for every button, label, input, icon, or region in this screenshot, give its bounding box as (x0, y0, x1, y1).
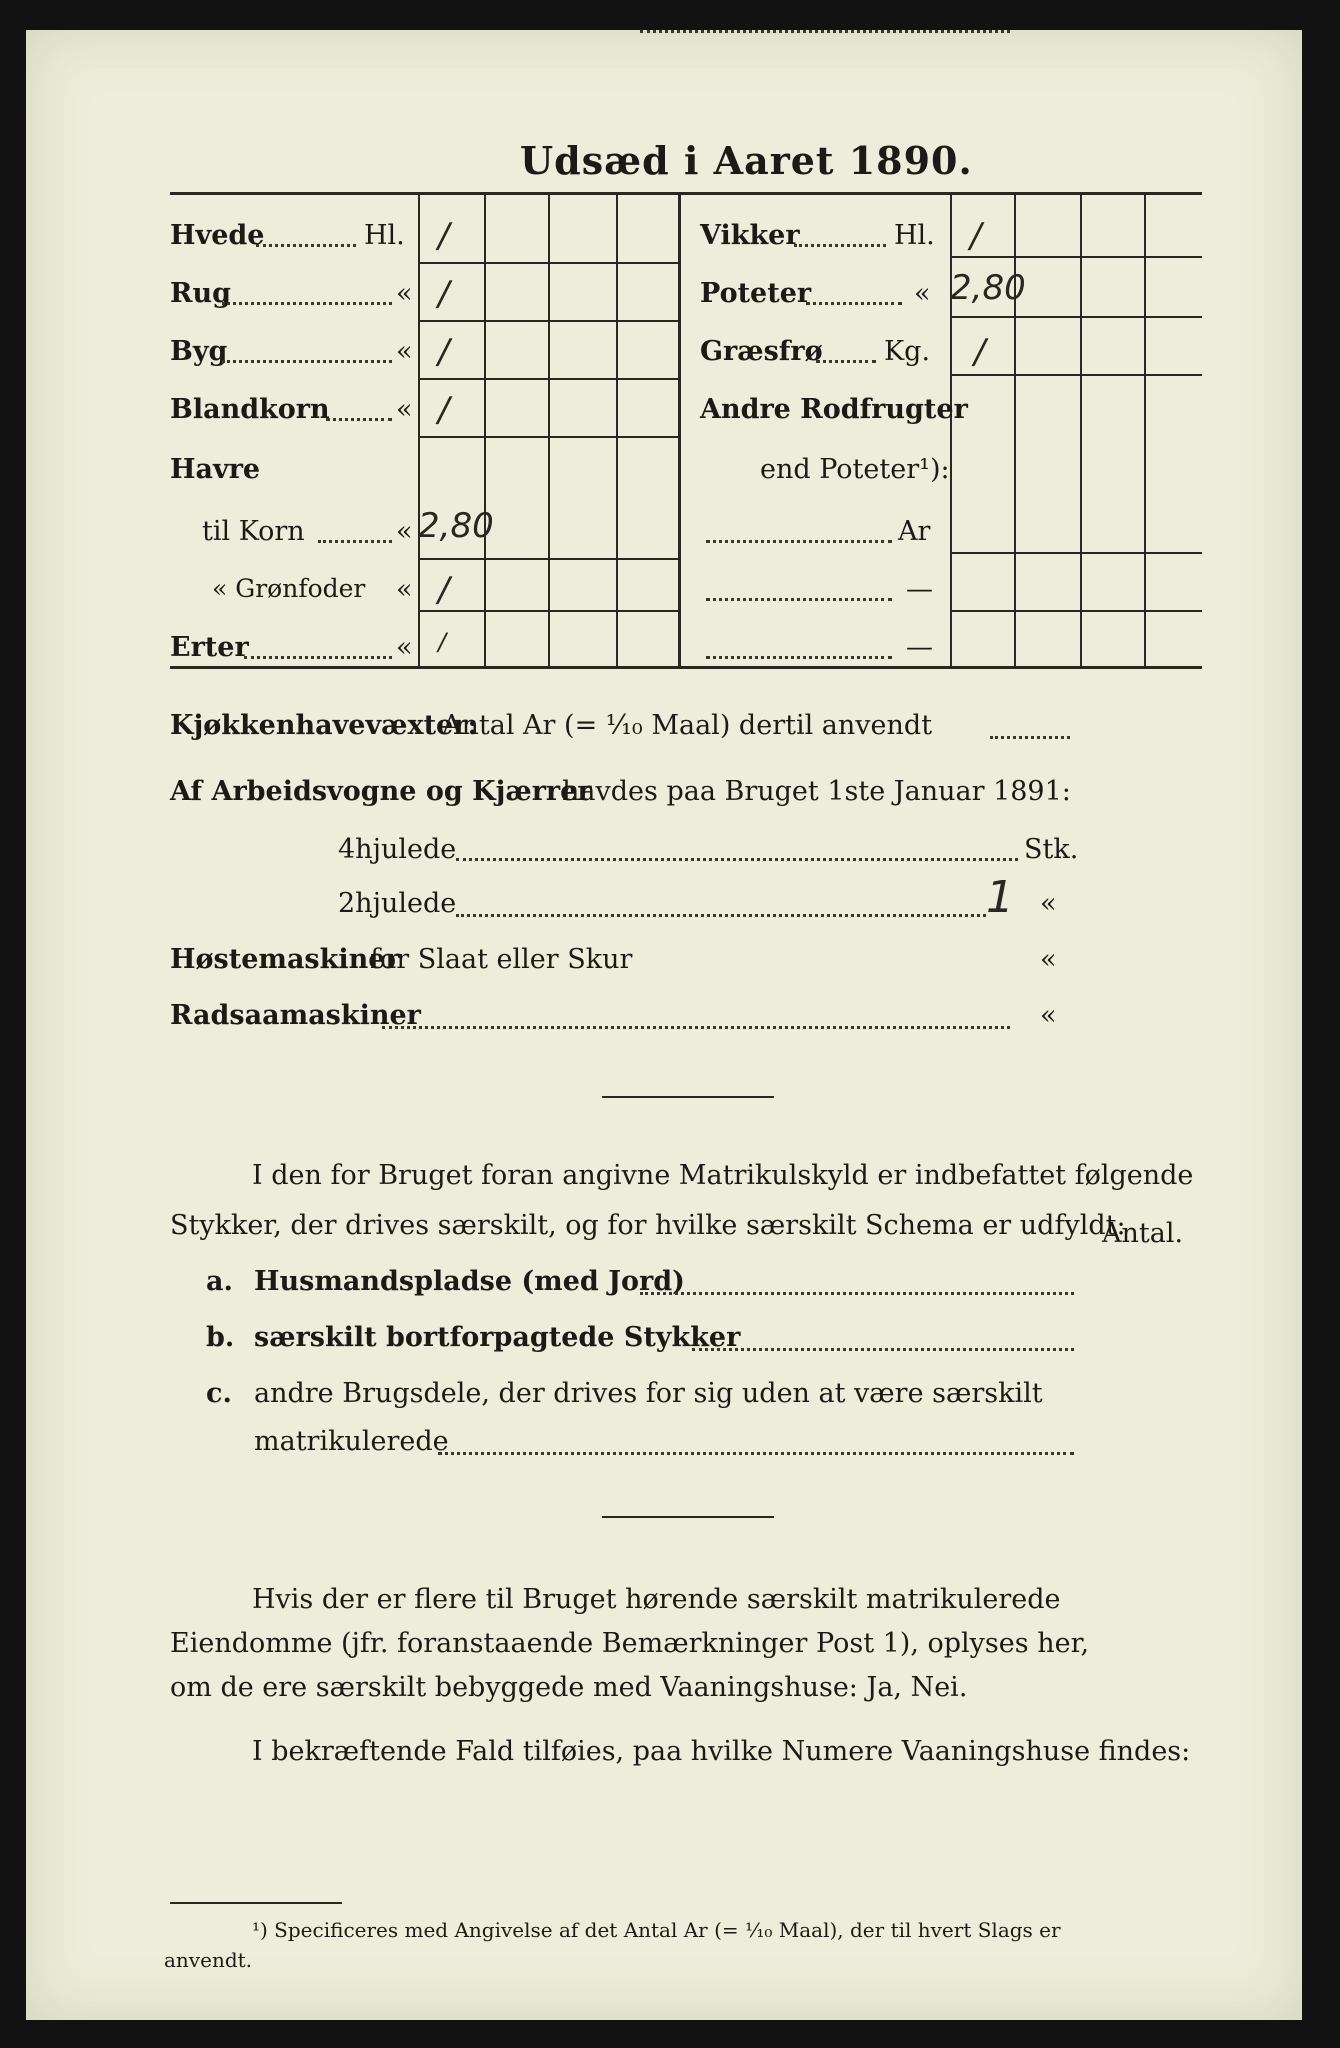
unit-label: « (1040, 944, 1057, 975)
item-letter: b. (206, 1322, 235, 1353)
item-letter: c. (206, 1378, 232, 1409)
crop-label: Andre Rodfrugter (700, 394, 968, 425)
hvis-line-2: Eiendomme (jfr. foranstaaende Bemærkninger Post 1), oplyses her, (170, 1628, 1090, 1659)
arbeids-text: havdes paa Bruget 1ste Januar 1891: (562, 776, 1071, 807)
unit-label: Ar (898, 516, 931, 547)
crop-label: Vikker (700, 220, 800, 251)
unit-label: « (396, 632, 413, 663)
table-col-divider (1080, 194, 1082, 666)
unit-label: « (396, 278, 413, 309)
unit-label: « (396, 574, 413, 605)
table-col-divider (418, 194, 420, 666)
crop-label: Poteter (700, 278, 812, 309)
handwritten-value: 2,80 (950, 268, 1026, 308)
unit-label: Hl. (364, 220, 405, 251)
crop-label: Havre (170, 454, 261, 485)
matrikul-line-2: Stykker, der drives særskilt, og for hvilke særskilt Schema er udfyldt: (170, 1210, 1126, 1241)
section-divider (602, 1096, 774, 1098)
item-letter: a. (206, 1266, 233, 1297)
unit-label: « (1040, 1000, 1057, 1031)
table-col-divider (950, 194, 952, 666)
crop-label: Erter (170, 632, 249, 663)
hoste-bold-label: Høstemaskiner (170, 944, 400, 975)
antal-header: Antal. (1102, 1218, 1184, 1249)
handwritten-value: ∕ (438, 332, 450, 372)
table-bottom-rule (170, 666, 1202, 669)
crop-label: Byg (170, 336, 228, 367)
table-col-divider (548, 194, 550, 666)
handwritten-value: ∕ (438, 216, 450, 256)
handwritten-value: ∕ (438, 628, 447, 656)
crop-label: Rug (170, 278, 231, 309)
crop-label: til Korn (202, 516, 305, 547)
table-col-divider (1144, 194, 1146, 666)
handwritten-value: ∕ (438, 274, 450, 314)
kjokken-bold-label: Kjøkkenhavevæxter: (170, 710, 478, 741)
crop-label: « Grønfoder (212, 574, 366, 603)
kjokken-text: Antal Ar (= ¹⁄₁₀ Maal) dertil anvendt (442, 710, 933, 741)
unit-label: — (906, 632, 933, 663)
item-c-line-2: matrikulerede (254, 1426, 449, 1457)
section-divider (602, 1516, 774, 1518)
handwritten-value: ∕ (438, 390, 450, 430)
handwritten-value: ∕ (974, 332, 986, 372)
vogn-label: 2hjulede (338, 888, 457, 919)
crop-label: end Poteter¹): (760, 454, 950, 485)
arbeids-bold-label: Af Arbeidsvogne og Kjærrer (170, 776, 592, 807)
footnote-line-2: anvendt. (164, 1948, 253, 1972)
table-top-rule (170, 192, 1202, 195)
table-col-divider (1014, 194, 1016, 666)
crop-label: Græsfrø (700, 336, 823, 367)
handwritten-value: 1 (986, 872, 1014, 923)
unit-label: « (1040, 888, 1057, 919)
handwritten-value: ∕ (970, 216, 982, 256)
item-text: Husmandspladse (med Jord) (254, 1266, 685, 1297)
form-title: Udsæd i Aaret 1890. (520, 138, 973, 183)
vogn-label: 4hjulede (338, 834, 457, 865)
handwritten-value: ∕ (438, 570, 450, 610)
unit-label: « (396, 394, 413, 425)
census-form-page (26, 30, 1302, 2020)
handwritten-value: 2,80 (418, 506, 494, 546)
matrikul-line-1: I den for Bruget foran angivne Matrikulskyld er indbefattet følgende (252, 1160, 1194, 1191)
crop-label: Blandkorn (170, 394, 330, 425)
hoste-text: for Slaat eller Skur (370, 944, 633, 975)
unit-label: Hl. (894, 220, 935, 251)
hvis-line-3: om de ere særskilt bebyggede med Vaaningshuse: Ja, Nei. (170, 1672, 968, 1703)
unit-label: — (906, 574, 933, 605)
unit-label: Kg. (884, 336, 931, 367)
hvis-line-4: I bekræftende Fald tilføies, paa hvilke Numere Vaaningshuse findes: (252, 1736, 1191, 1767)
item-text: andre Brugsdele, der drives for sig uden at være særskilt (254, 1378, 1043, 1409)
hvis-line-1: Hvis der er flere til Bruget hørende særskilt matrikulerede (252, 1584, 1061, 1615)
table-col-divider (616, 194, 618, 666)
table-col-divider (484, 194, 486, 666)
unit-label: « (396, 516, 413, 547)
crop-label: Hvede (170, 220, 265, 251)
unit-label: « (396, 336, 413, 367)
footnote-rule (170, 1902, 342, 1904)
unit-label: « (914, 278, 931, 309)
radsaa-bold-label: Radsaamaskiner (170, 1000, 421, 1031)
unit-label: Stk. (1024, 834, 1079, 865)
footnote-line-1: ¹) Specificeres med Angivelse af det Antal Ar (= ¹⁄₁₀ Maal), der til hvert Slags er (252, 1918, 1061, 1942)
item-text: særskilt bortforpagtede Stykker (254, 1322, 741, 1353)
table-center-divider (678, 194, 681, 666)
